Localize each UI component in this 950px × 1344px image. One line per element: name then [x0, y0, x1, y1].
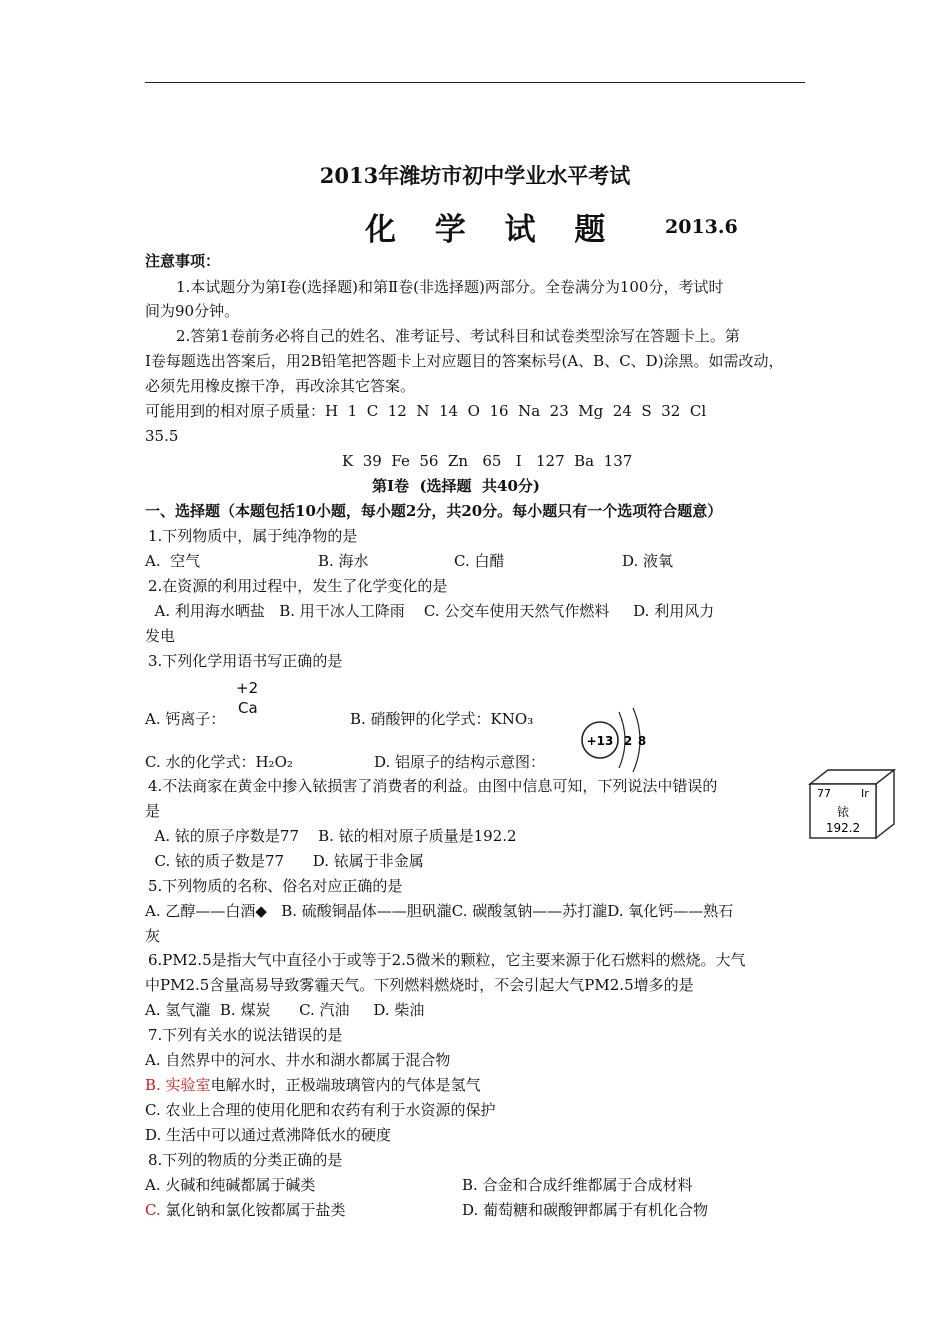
question-7-stem: 7.下列有关水的说法错误的是 — [148, 1026, 343, 1044]
iridium-symbol: Ir — [861, 787, 869, 800]
question-5-stem: 5.下列物质的名称、俗名对应正确的是 — [148, 877, 403, 895]
header-rule — [145, 82, 805, 83]
calcium-ion-symbol: Ca — [238, 699, 258, 717]
shell-1-electrons: 2 — [623, 734, 633, 748]
question-3-option-d: D. 铝原子的结构示意图： — [374, 753, 546, 771]
notes-heading: 注意事项： — [145, 252, 221, 270]
shell-2-electrons: 8 — [637, 734, 647, 748]
question-7-option-d: D. 生活中可以通过煮沸降低水的硬度 — [145, 1126, 392, 1144]
question-7-option-b-highlight: B. 实验室 — [145, 1076, 211, 1094]
exam-title: 2013年潍坊市初中学业水平考试 — [319, 163, 631, 188]
question-3-option-c: C. 水的化学式：H₂O₂ — [145, 753, 293, 771]
section-heading: 第Ⅰ卷 (选择题 共40分) — [372, 477, 540, 495]
question-8-option-c-highlight: C. — [145, 1201, 161, 1219]
subject-title: 化 学 试 题 — [365, 212, 620, 248]
question-8-option-c-text: 氯化钠和氯化铵都属于盐类 — [160, 1201, 346, 1219]
iridium-element-card — [808, 768, 898, 842]
part-heading: 一、选择题（本题包括10小题，每小题2分，共20分。每小题只有一个选项符合题意） — [145, 502, 723, 520]
question-5-options-line-1: A. 乙醇——白酒◆ B. 硫酸铜晶体——胆矾瀧C. 碳酸氢钠——苏打瀧D. 氧化钙——熟石 — [145, 902, 734, 920]
question-6-stem-line-1: 6.PM2.5是指大气中直径小于或等于2.5微米的颗粒，它主要来源于化石燃料的燃烧。大气 — [148, 951, 746, 969]
question-8-option-a: A. 火碱和纯碱都属于碱类 — [145, 1176, 316, 1194]
note-2-line-3: 必须先用橡皮擦干净，再改涂其它答案。 — [145, 377, 416, 395]
question-7-option-a: A. 自然界中的河水、井水和湖水都属于混合物 — [145, 1051, 451, 1069]
question-3-option-b: B. 硝酸钾的化学式：KNO₃ — [350, 710, 534, 728]
atomic-mass-line-2: 35.5 — [145, 427, 179, 445]
question-5-options-line-2: 灰 — [145, 927, 161, 945]
question-1-option-c: C. 白醋 — [454, 552, 505, 570]
question-1-option-d: D. 液氧 — [622, 552, 674, 570]
question-4-stem-line-2: 是 — [145, 802, 161, 820]
question-6-options: A. 氢气瀧 B. 煤炭 C. 汽油 D. 柴油 — [145, 1001, 425, 1019]
exam-date: 2013.6 — [665, 216, 738, 238]
note-2-line-1: 2.答第1卷前务必将自己的姓名、准考证号、考试科目和试卷类型涂写在答题卡上。第 — [176, 327, 740, 345]
question-3-stem: 3.下列化学用语书写正确的是 — [148, 652, 343, 670]
question-3-option-a: A. 钙离子： — [145, 710, 226, 728]
iridium-atomic-number: 77 — [817, 787, 831, 800]
question-2-options-line-1: A. 利用海水晒盐 B. 用干冰人工降雨 C. 公交车使用天然气作燃料 D. 利用风力 — [145, 602, 715, 620]
question-4-options-cd: C. 铱的质子数是77 D. 铱属于非金属 — [145, 852, 424, 870]
question-7-option-b-text: 电解水时，正极端玻璃管内的气体是氢气 — [210, 1076, 481, 1094]
question-2-stem: 2.在资源的利用过程中，发生了化学变化的是 — [148, 577, 448, 595]
aluminum-atom-diagram — [575, 704, 655, 772]
question-7-option-c: C. 农业上合理的使用化肥和农药有利于水资源的保护 — [145, 1101, 496, 1119]
question-8-option-d: D. 葡萄糖和碳酸钾都属于有机化合物 — [462, 1201, 709, 1219]
note-2-line-2: Ⅰ卷每题选出答案后，用2B铅笔把答题卡上对应题目的答案标号(A、B、C、D)涂黑。如需改动， — [145, 352, 784, 370]
question-1-option-b: B. 海水 — [318, 552, 369, 570]
question-1-stem: 1.下列物质中，属于纯净物的是 — [148, 527, 358, 545]
atomic-mass-line-3: K 39 Fe 56 Zn 65 I 127 Ba 137 — [342, 452, 633, 470]
question-8-option-b: B. 合金和合成纤维都属于合成材料 — [462, 1176, 693, 1194]
question-4-options-ab: A. 铱的原子序数是77 B. 铱的相对原子质量是192.2 — [145, 827, 517, 845]
question-6-stem-line-2: 中PM2.5含量高易导致雾霾天气。下列燃料燃烧时，不会引起大气PM2.5增多的是 — [145, 976, 694, 994]
iridium-name: 铱 — [836, 805, 850, 819]
question-8-stem: 8.下列的物质的分类正确的是 — [148, 1151, 343, 1169]
question-4-stem-line-1: 4.不法商家在黄金中掺入铱损害了消费者的利益。由图中信息可知，下列说法中错误的 — [148, 777, 718, 795]
note-1-line-1: 1.本试题分为第Ⅰ卷(选择题)和第Ⅱ卷(非选择题)两部分。全卷满分为100分，考试时 — [176, 278, 724, 296]
note-1-line-2: 间为90分钟。 — [145, 302, 240, 320]
calcium-ion-charge: +2 — [236, 679, 259, 697]
question-2-options-line-2: 发电 — [145, 627, 176, 645]
iridium-atomic-mass: 192.2 — [825, 821, 861, 835]
atomic-mass-line-1: 可能用到的相对原子质量：H 1 C 12 N 14 O 16 Na 23 Mg 24 S 32 Cl — [145, 402, 707, 420]
question-7-option-b — [145, 1075, 481, 1095]
question-1-option-a: A. 空气 — [145, 552, 201, 570]
nucleus-charge: +13 — [586, 734, 614, 748]
question-8-option-c — [145, 1200, 346, 1220]
